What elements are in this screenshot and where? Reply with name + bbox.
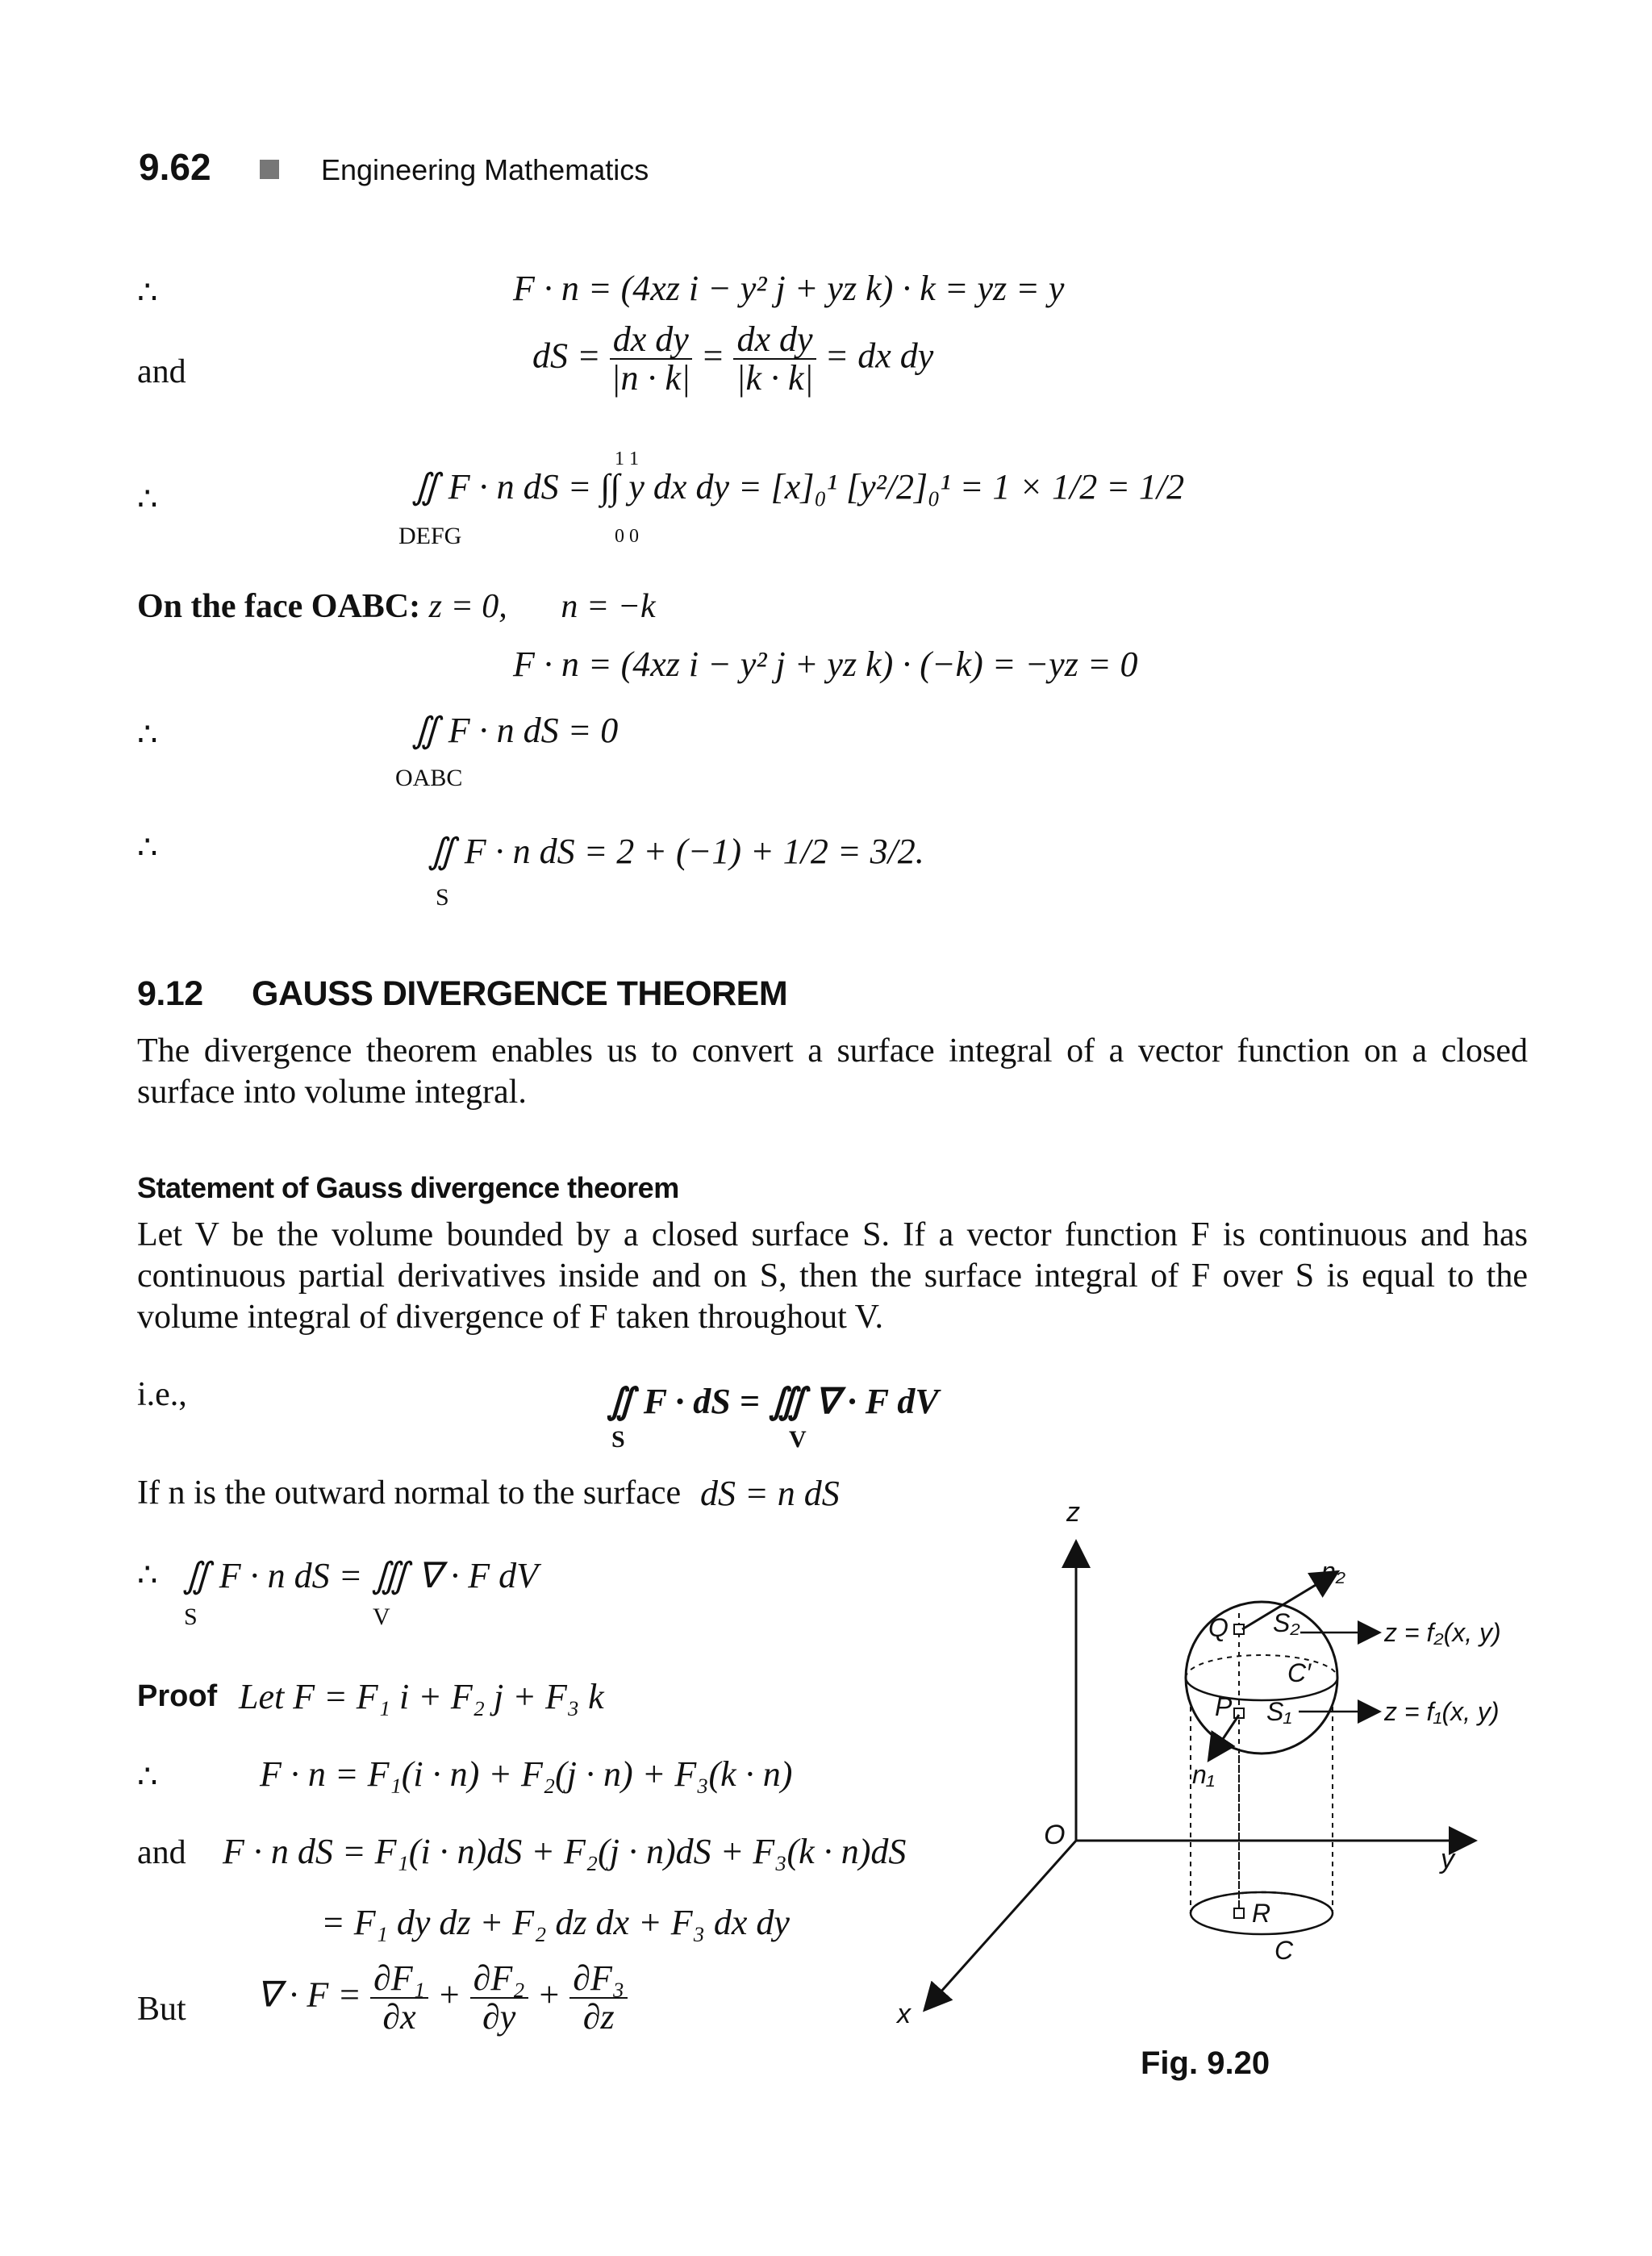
therefore-symbol: ∴ [137,274,158,311]
label-n2: n₂ [1321,1557,1345,1586]
section-intro: The divergence theorem enables us to convert a surface integral of a vector function on a closed surface into volume integral. [137,1032,1528,1111]
word-but: But [137,1991,186,2028]
label-upper-surface: z = f₂(x, y) [1384,1618,1501,1647]
x-axis [926,1841,1076,2008]
integral-subscript-v: V [789,1426,807,1453]
label-origin: O [1044,1820,1066,1850]
label-c: C [1274,1936,1294,1965]
equation-defg-integral: ∬ F · n dS = ∫∫ y dx dy = [x]₀¹ [y²/2]₀¹ = 1 × 1/2 = 1/2 [411,467,1185,507]
page-number: 9.62 [139,146,211,188]
label-x: x [897,1999,911,2029]
label-q: Q [1208,1613,1229,1642]
proof-f-dot-n: F · n = F₁(i · n) + F₂(j · n) + F₃(k · n) [260,1754,793,1794]
integral-subscript-s: S [184,1603,198,1630]
section-number: 9.12 [137,974,203,1013]
square-bullet-icon [260,160,279,179]
equation-oabc-integral: ∬ F · n dS = 0 [411,711,619,750]
label-y: y [1441,1844,1454,1874]
equation-f-dot-n: F · n = (4xz i − y² j + yz k) · k = yz = y [513,269,1065,308]
label-lower-surface: z = f₁(x, y) [1384,1697,1500,1726]
therefore-symbol: ∴ [137,829,158,866]
label-c-prime: C′ [1287,1658,1312,1687]
proof-f-dot-n-ds: F · n dS = F₁(i · n)dS + F₂(j · n)dS + F₃(k · n)dS [223,1832,907,1871]
running-title: Engineering Mathematics [321,153,649,186]
integral-subscript-s: S [611,1426,625,1453]
label-p: P [1215,1692,1233,1721]
theorem-statement: Let V be the volume bounded by a closed surface S. If a vector function F is continuous and has continuous partial derivatives inside and on S, then the surface integral of F over S is equal to the volume integral of divergence of F taken throughout V. [137,1216,1528,1336]
equation-gauss-normal-form: ∬ F · n dS = ∭ ∇ · F dV [182,1556,538,1595]
integral-subscript-s: S [436,884,449,911]
point-r-marker [1234,1908,1244,1918]
integral-lower-limits: 0 0 [615,526,639,547]
label-n1: n₁ [1192,1760,1215,1789]
integral-subscript-v: V [373,1603,390,1630]
therefore-symbol: ∴ [137,1557,158,1594]
proof-divergence: ∇ · F = $\frac{\text{∂F₁}}{\partial x}$ + $\frac{\text{∂F₂}}{\partial y}$ + $\frac{\text{∂F₃}}{\partial z}$ [257,1960,628,2036]
label-r: R [1252,1899,1271,1928]
equation-face-oabc: F · n = (4xz i − y² j + yz k) · (−k) = −yz = 0 [513,644,1138,684]
statement-heading: Statement of Gauss divergence theorem [137,1171,679,1204]
label-z: z [1066,1497,1080,1528]
integral-subscript-defg: DEFG [398,523,462,549]
therefore-symbol: ∴ [137,716,158,753]
proof-label: Proof [137,1679,218,1713]
word-and: and [137,353,186,390]
section-title: GAUSS DIVERGENCE THEOREM [252,974,788,1013]
equation-total-flux: ∬ F · n dS = 2 + (−1) + 1/2 = 3/2. [428,832,924,871]
proof-let-f: Let F = F₁ i + F₂ j + F₃ k [239,1677,604,1716]
ds-vector-equation: dS = n dS [700,1474,840,1513]
gauss-theorem-equation: ∬ F · dS = ∭ ∇ · F dV [607,1382,939,1421]
therefore-symbol: ∴ [137,481,158,518]
proof-projection-form: = F₁ dy dz + F₂ dz dx + F₃ dx dy [321,1903,790,1942]
figure-caption: Fig. 9.20 [1141,2045,1270,2081]
face-oabc-line: On the face OABC: z = 0, n = −k [137,588,656,625]
label-s1: S₁ [1266,1697,1292,1726]
label-s2: S₂ [1273,1608,1300,1637]
integral-subscript-oabc: OABC [395,765,463,791]
outward-normal-text: If n is the outward normal to the surface [137,1474,682,1512]
therefore-symbol: ∴ [137,1758,158,1795]
integral-upper-limits: 1 1 [615,448,639,469]
word-and: and [137,1834,186,1871]
word-ie: i.e., [137,1376,187,1413]
equation-ds: dS = $\frac{\text{dx dy}}{|n \cdot k|}$ = $\frac{\text{dx dy}}{|k \cdot k|}$ = dx dy [532,319,934,398]
